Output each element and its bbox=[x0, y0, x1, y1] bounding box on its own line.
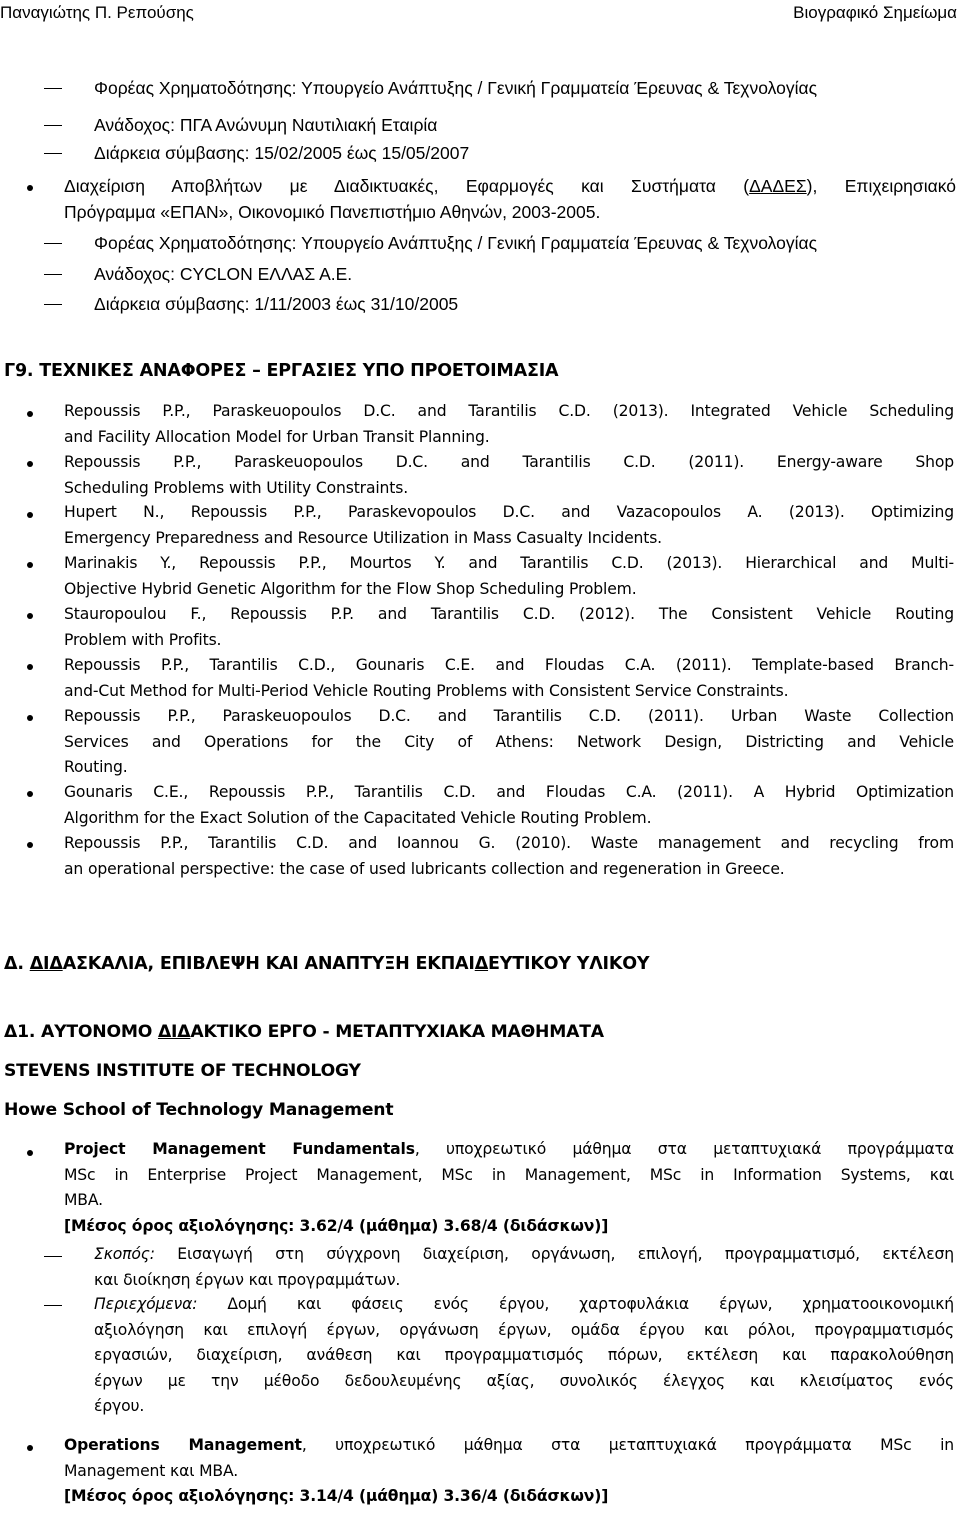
reference-item: Repoussis P.P., Paraskeuopoulos D.C. and Tarantilis C.D. (2013). Integrated Vehicle Scheduling and Facility Allocation Model for Urban Transit Planning. bbox=[64, 402, 954, 446]
bullet bbox=[27, 1150, 33, 1156]
bullet bbox=[27, 461, 33, 467]
bullet bbox=[27, 791, 33, 797]
reference-item: Stauropoulou F., Repoussis P.P. and Tarantilis C.D. (2012). The Consistent Vehicle Routing Problem with Profits. bbox=[64, 605, 954, 649]
bullet bbox=[27, 613, 33, 619]
contractor-item: Ανάδοχος: ΠΓΑ Ανώνυμη Ναυτιλιακή Εταιρία bbox=[94, 115, 438, 135]
course-content: Περιεχόμενα: Δομή και φάσεις ενός έργου, χαρτοφυλάκια έργων, χρηματοοικονομική αξιολόγηση και επιλογή έργων, οργάνωση έργων, ομάδα έργου και ρόλοι, προγραμματισμός εργασιών, διαχείριση, ανάθεση και προγραμματισμός πόρων, εκτέλεση και παρακολούθηση έργων με την μέθοδο δεδουλευμένης αξίας, συνολικός έλεγχος και κλεισίματος ενός έργου. bbox=[94, 1295, 954, 1415]
reference-item: Marinakis Y., Repoussis P.P., Mourtos Y. and Tarantilis C.D. (2013). Hierarchical and Multi- Objective Hybrid Genetic Algorithm for the Flow Shop Scheduling Problem. bbox=[64, 554, 954, 598]
duration-item: Διάρκεια σύμβασης: 15/02/2005 έως 15/05/2007 bbox=[94, 143, 470, 163]
course-project-management: Project Management Fundamentals, υποχρεωτικό μάθημα στα μεταπτυχιακά προγράμματα MSc in Enterprise Project Management, MSc in Management, MSc in Information Systems, και MBA. bbox=[64, 1140, 954, 1209]
project-duration: Διάρκεια σύμβασης: 1/11/2003 έως 31/10/2005 bbox=[94, 294, 459, 314]
reference-item: Repoussis P.P., Paraskeuopoulos D.C. and Tarantilis C.D. (2011). Energy-aware Shop Scheduling Problems with Utility Constraints. bbox=[64, 453, 954, 497]
course-rating: [Μέσος όρος αξιολόγησης: 3.62/4 (μάθημα) 3.68/4 (διδάσκων)] bbox=[64, 1217, 609, 1235]
project-title: Διαχείριση Αποβλήτων με Διαδικτυακές, Εφαρμογές και Συστήματα (ΔΑΔΕΣ), Επιχειρησιακό bbox=[64, 176, 956, 196]
reference-item: Repoussis P.P., Tarantilis C.D., Gounaris C.E. and Floudas C.A. (2011). Template-based Branch- and-Cut Method for Multi-Period Vehicle Routing Problems with Consistent Service Constraints. bbox=[64, 656, 954, 700]
school-name: Howe School of Technology Management bbox=[4, 1100, 394, 1120]
dash-marker bbox=[44, 1305, 62, 1306]
course-goal: Σκοπός: Εισαγωγή στη σύγχρονη διαχείριση, οργάνωση, επιλογή, προγραμματισμό, εκτέλεση και διοίκηση έργων και προγραμμάτων. bbox=[94, 1245, 954, 1289]
course-title: Operations Management bbox=[64, 1436, 302, 1454]
institute-name: STEVENS INSTITUTE OF TECHNOLOGY bbox=[4, 1061, 361, 1081]
bullet bbox=[27, 512, 33, 518]
project-subtitle: Πρόγραμμα «ΕΠΑΝ», Οικονομικό Πανεπιστήμιο Αθηνών, 2003-2005. bbox=[64, 202, 601, 222]
project-contractor: Ανάδοχος: CYCLON ΕΛΛΑΣ Α.Ε. bbox=[94, 264, 353, 284]
bullet bbox=[27, 715, 33, 721]
project-funding: Φορέας Χρηματοδότησης: Υπουργείο Ανάπτυξης / Γενική Γραμματεία Έρευνας & Τεχνολογίας bbox=[94, 233, 818, 253]
dash-marker bbox=[44, 88, 62, 89]
reference-item: Repoussis P.P., Tarantilis C.D. and Ioannou G. (2010). Waste management and recycling from an operational perspective: the case of used lubricants collection and regeneration in Greece. bbox=[64, 834, 954, 878]
reference-item: Gounaris C.E., Repoussis P.P., Tarantilis C.D. and Floudas C.A. (2011). A Hybrid Optimization Algorithm for the Exact Solution of the Capacitated Vehicle Routing Problem. bbox=[64, 783, 954, 827]
page-header bbox=[0, 3, 960, 23]
bullet bbox=[27, 411, 33, 417]
dash-marker bbox=[44, 125, 62, 126]
course-rating: [Μέσος όρος αξιολόγησης: 3.14/4 (μάθημα) 3.36/4 (διδάσκων)] bbox=[64, 1487, 609, 1505]
bullet bbox=[27, 1445, 33, 1451]
reference-item: Repoussis P.P., Paraskeuopoulos D.C. and Tarantilis C.D. (2011). Urban Waste Collection Services and Operations for the City of Athens: Network Design, Districting and Vehicle Routing. bbox=[64, 707, 954, 776]
bullet bbox=[27, 842, 33, 848]
section-heading-g9: Γ9. ΤΕΧΝΙΚΕΣ ΑΝΑΦΟΡΕΣ – ΕΡΓΑΣΙΕΣ ΥΠΟ ΠΡΟΕΤΟΙΜΑΣΙΑ bbox=[4, 361, 559, 381]
funding-item: Φορέας Χρηματοδότησης: Υπουργείο Ανάπτυξης / Γενική Γραμματεία Έρευνας & Τεχνολογίας bbox=[94, 78, 818, 98]
bullet bbox=[27, 562, 33, 568]
dash-marker bbox=[44, 1256, 62, 1257]
section-heading-d: Δ. ΔΙΔΑΣΚΑΛΙΑ, ΕΠΙΒΛΕΨΗ ΚΑΙ ΑΝΑΠΤΥΞΗ ΕΚΠΑΙΔΕΥΤΙΚΟΥ ΥΛΙΚΟΥ bbox=[4, 954, 650, 974]
header-doc-title: Βιογραφικό Σημείωμα bbox=[793, 3, 957, 22]
header-author: Παναγιώτης Π. Ρεπούσης bbox=[0, 3, 194, 22]
dash-marker bbox=[44, 304, 62, 305]
reference-item: Hupert N., Repoussis P.P., Paraskevopoulos D.C. and Vazacopoulos A. (2013). Optimizing Emergency Preparedness and Resource Utilization in Mass Casualty Incidents. bbox=[64, 503, 954, 547]
course-operations-management: Operations Management, υποχρεωτικό μάθημα στα μεταπτυχιακά προγράμματα MSc in Management και MBA. bbox=[64, 1436, 954, 1480]
course-title: Project Management Fundamentals bbox=[64, 1140, 415, 1158]
bullet bbox=[27, 664, 33, 670]
dash-marker bbox=[44, 153, 62, 154]
bullet bbox=[27, 185, 33, 191]
dash-marker bbox=[44, 243, 62, 244]
dash-marker bbox=[44, 274, 62, 275]
section-heading-d1: Δ1. ΑΥΤΟΝΟΜΟ ΔΙΔΑΚΤΙΚΟ ΕΡΓΟ - ΜΕΤΑΠΤΥΧΙΑΚΑ ΜΑΘΗΜΑΤΑ bbox=[4, 1022, 604, 1042]
